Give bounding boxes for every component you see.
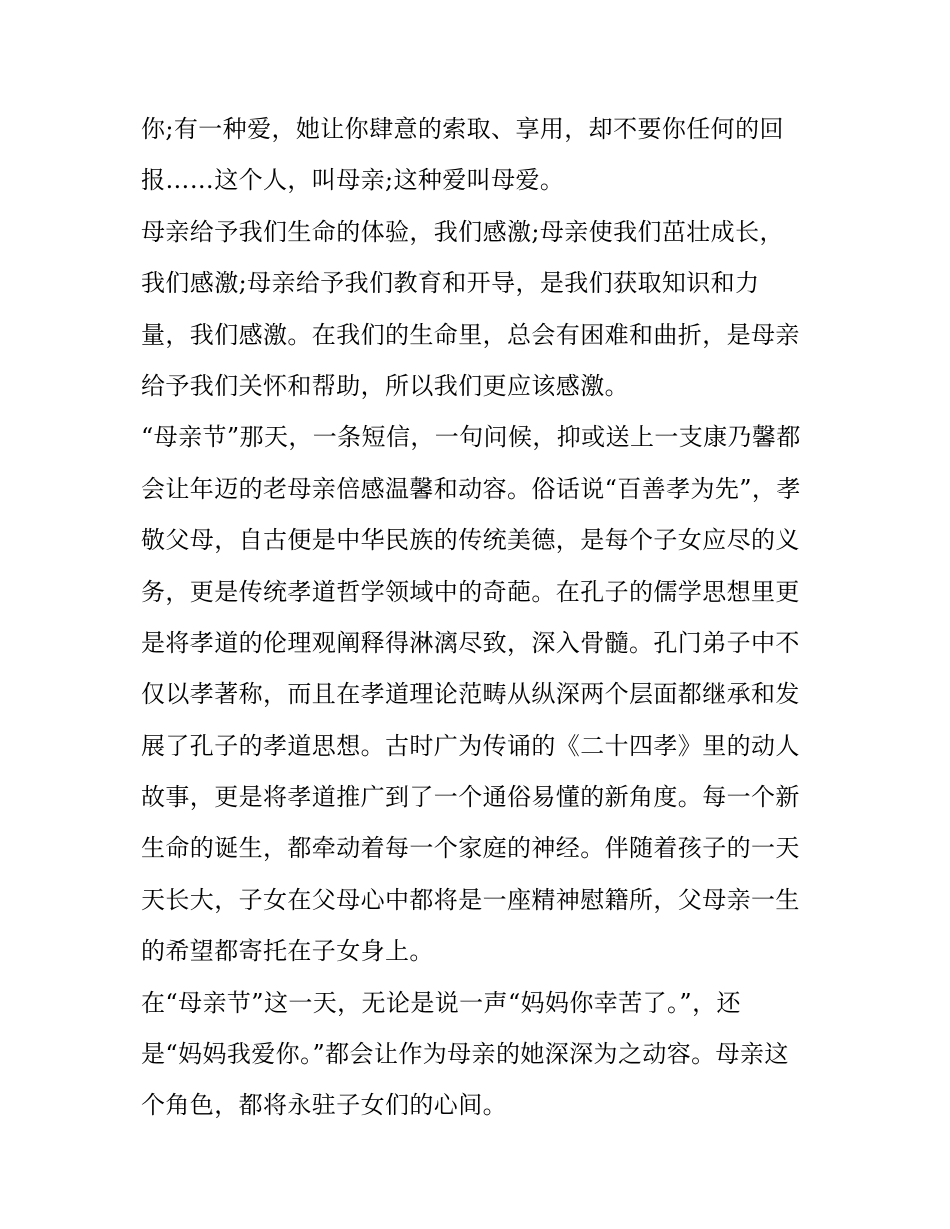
text-line: 故事，更是将孝道推广到了一个通俗易懂的新角度。每一个新	[141, 783, 800, 812]
text-line: 是将孝道的伦理观阐释得淋漓尽致，深入骨髓。孔门弟子中不	[141, 628, 800, 657]
text-line: 母亲给予我们生命的体验，我们感激;母亲使我们茁壮成长，	[141, 217, 784, 246]
text-line: 仅以孝著称，而且在孝道理论范畴从纵深两个层面都继承和发	[141, 680, 800, 709]
text-line: 展了孔子的孝道思想。古时广为传诵的《二十四孝》里的动人	[141, 731, 800, 760]
text-line: 个角色，都将永驻子女们的心间。	[141, 1091, 507, 1120]
text-line: 给予我们关怀和帮助，所以我们更应该感激。	[141, 371, 629, 400]
text-line: 敬父母，自古便是中华民族的传统美德，是每个子女应尽的义	[141, 526, 800, 555]
text-line: “母亲节”那天，一条短信，一句问候，抑或送上一支康乃馨都	[141, 423, 801, 452]
text-line: 你;有一种爱，她让你肆意的索取、享用，却不要你任何的回	[141, 115, 784, 143]
text-line: 量，我们感激。在我们的生命里，总会有困难和曲折，是母亲	[141, 320, 800, 349]
text-line: 会让年迈的老母亲倍感温馨和动容。俗话说“百善孝为先”，孝	[141, 474, 801, 503]
text-line: 天长大，子女在父母心中都将是一座精神慰籍所，父母亲一生	[141, 885, 800, 914]
text-line: 的希望都寄托在子女身上。	[141, 937, 434, 966]
text-line: 生命的诞生，都牵动着每一个家庭的神经。伴随着孩子的一天	[141, 834, 800, 863]
text-line: 是“妈妈我爱你。”都会让作为母亲的她深深为之动容。母亲这	[141, 1040, 789, 1069]
text-line: 在“母亲节”这一天，无论是说一声“妈妈你幸苦了。”，还	[141, 988, 741, 1017]
text-line: 报……这个人，叫母亲;这种爱叫母爱。	[141, 166, 565, 195]
body-text	[141, 104, 821, 1132]
text-line: 我们感激;母亲给予我们教育和开导，是我们获取知识和力	[141, 269, 760, 298]
text-line: 务，更是传统孝道哲学领域中的奇葩。在孔子的儒学思想里更	[141, 577, 800, 606]
